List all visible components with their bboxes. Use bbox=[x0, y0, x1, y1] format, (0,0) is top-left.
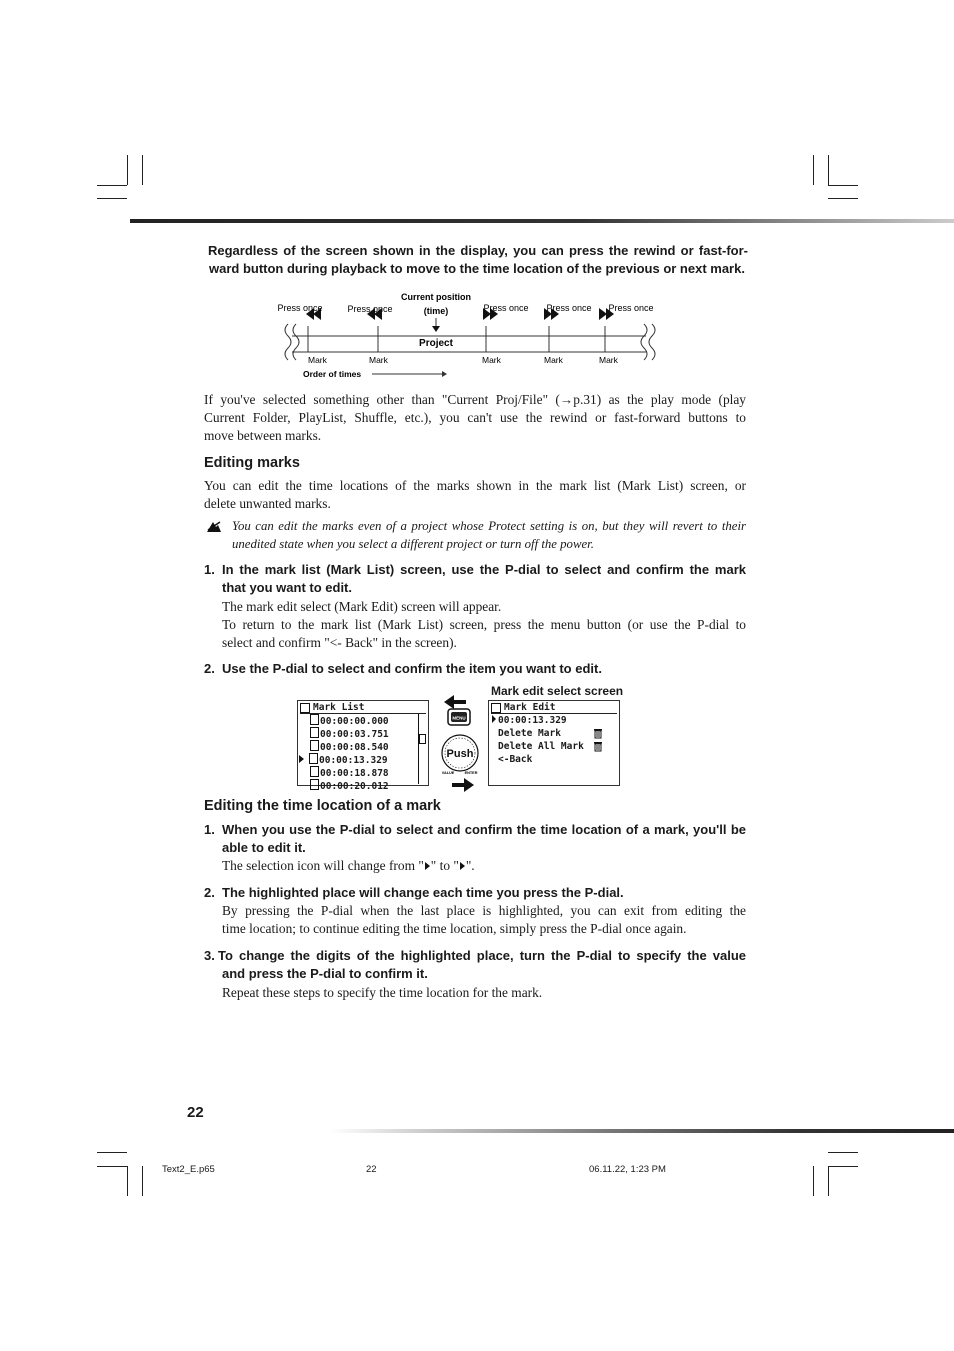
trash-icon bbox=[593, 741, 603, 752]
mark-edit-row: Delete All Mark bbox=[498, 741, 584, 752]
editing-marks-heading: Editing marks bbox=[204, 455, 300, 471]
mark-navigation-diagram bbox=[270, 288, 670, 384]
crop-mark bbox=[828, 185, 858, 186]
time-step-1-description: The selection icon will change from " " to " ". bbox=[222, 858, 475, 873]
mark-list-row: 00:00:00.000 bbox=[310, 714, 389, 727]
current-position-label: Current position bbox=[401, 292, 471, 302]
mark-list-row: 00:00:08.540 bbox=[310, 740, 389, 753]
mark-list-row-selected: 00:00:13.329 bbox=[299, 753, 388, 766]
crop-mark bbox=[142, 155, 143, 185]
mark-icon bbox=[310, 727, 319, 738]
step-2-instruction: Use the P-dial to select and confirm the item you want to edit. bbox=[222, 661, 602, 676]
mark-edit-row: <-Back bbox=[498, 754, 533, 765]
mark-icon bbox=[310, 766, 319, 777]
crop-mark bbox=[127, 1166, 128, 1196]
mark-edit-title-bar: Mark Edit bbox=[491, 702, 617, 714]
intro-paragraph: Regardless of the screen shown in the display, you can press the rewind or fast-for- ward button during playback to move to the time location of the previous or next mark. bbox=[208, 243, 748, 276]
crop-mark bbox=[97, 1166, 127, 1167]
controls-illustration bbox=[438, 692, 482, 792]
editing-time-heading: Editing the time location of a mark bbox=[204, 798, 441, 814]
crop-mark bbox=[813, 155, 814, 185]
footer-file-name: Text2_E.p65 bbox=[162, 1164, 215, 1175]
crop-mark bbox=[828, 198, 858, 199]
mark-label: Mark bbox=[544, 355, 563, 365]
step-number: 1. bbox=[204, 562, 215, 577]
play-mode-paragraph: If you've selected something other than "Current Proj/File" (→p.31) as the play mode (play Current Folder, PlayList, Shuffle, etc.), you can't use the rewind or fast-forward buttons to move between marks. bbox=[204, 392, 746, 443]
mark-label: Mark bbox=[599, 355, 618, 365]
press-once-label: Press once bbox=[608, 303, 654, 313]
mark-icon bbox=[310, 779, 319, 790]
mark-icon bbox=[309, 753, 318, 764]
time-label: (time) bbox=[423, 306, 449, 316]
crop-mark bbox=[813, 1166, 814, 1196]
crop-mark bbox=[828, 1166, 829, 1196]
project-label: Project bbox=[419, 338, 453, 349]
step-1-description: The mark edit select (Mark Edit) screen will appear. To return to the mark list (Mark List) screen, press the menu button (or use the P-dial to select and confirm "<- Back" in the screen). bbox=[222, 599, 746, 650]
mark-list-row: 00:00:03.751 bbox=[310, 727, 389, 740]
svg-text:MENU: MENU bbox=[452, 715, 466, 721]
step-number: 1. bbox=[204, 822, 215, 837]
mark-icon bbox=[310, 714, 319, 725]
crop-mark bbox=[127, 155, 128, 185]
trash-icon bbox=[593, 728, 603, 739]
crop-mark bbox=[828, 155, 829, 185]
step-number: 3. bbox=[204, 948, 215, 963]
protect-note: You can edit the marks even of a project whose Protect setting is on, but they will revert to their unedited state when you select a different project or turn off the power. bbox=[232, 519, 746, 551]
page-number: 22 bbox=[187, 1104, 204, 1121]
caution-icon bbox=[205, 519, 223, 533]
crop-mark bbox=[97, 185, 127, 186]
p-dial-icon bbox=[442, 735, 478, 775]
menu-button bbox=[448, 709, 470, 725]
mark-list-row: 00:00:18.878 bbox=[310, 766, 389, 779]
svg-text:VALUE: VALUE bbox=[441, 771, 455, 775]
mark-label: Mark bbox=[482, 355, 501, 365]
press-once-label: Press once bbox=[347, 304, 393, 314]
screen-caption: Mark edit select screen bbox=[491, 684, 624, 698]
step-1-instruction: In the mark list (Mark List) screen, use the P-dial to select and confirm the mark that you want to edit. bbox=[222, 562, 746, 595]
crop-mark bbox=[828, 1166, 858, 1167]
crop-mark bbox=[97, 198, 127, 199]
filled-selection-icon bbox=[425, 862, 430, 870]
crop-mark bbox=[828, 1152, 858, 1153]
order-of-times-label: Order of times bbox=[303, 369, 362, 379]
time-step-2-description: By pressing the P-dial when the last place is highlighted, you can exit from editing the time location; to continue editing the time location, simply press the P-dial once again. bbox=[222, 903, 746, 936]
time-step-3-description: Repeat these steps to specify the time location for the mark. bbox=[222, 985, 543, 1000]
time-step-1-instruction: When you use the P-dial to select and confirm the time location of a mark, you'll be able to edit it. bbox=[222, 822, 746, 855]
step-number: 2. bbox=[204, 661, 215, 676]
step-number: 2. bbox=[204, 885, 215, 900]
press-once-label: Press once bbox=[277, 303, 323, 313]
mark-label: Mark bbox=[308, 355, 327, 365]
scrollbar bbox=[418, 714, 427, 784]
scrollbar-thumb bbox=[419, 734, 426, 744]
mark-label: Mark bbox=[369, 355, 388, 365]
folder-icon bbox=[491, 703, 501, 713]
outline-selection-icon bbox=[460, 862, 465, 870]
crop-mark bbox=[97, 1152, 127, 1153]
header-rule bbox=[130, 219, 954, 223]
editing-marks-paragraph: You can edit the time locations of the marks shown in the mark list (Mark List) screen, or delete unwanted marks. bbox=[204, 478, 746, 511]
mark-icon bbox=[310, 740, 319, 751]
footer-rule bbox=[330, 1129, 954, 1133]
selection-icon bbox=[492, 715, 496, 723]
mark-list-screen bbox=[297, 700, 429, 792]
crop-mark bbox=[142, 1166, 143, 1196]
svg-text:ENTER: ENTER bbox=[464, 771, 478, 775]
left-arrow-icon bbox=[444, 695, 466, 709]
mark-edit-row-selected: 00:00:13.329 bbox=[492, 714, 567, 727]
svg-text:Push: Push bbox=[446, 748, 474, 760]
footer-date: 06.11.22, 1:23 PM bbox=[589, 1164, 666, 1175]
mark-edit-screen bbox=[488, 700, 620, 786]
press-once-label: Press once bbox=[483, 303, 529, 313]
mark-list-title-bar: Mark List bbox=[300, 702, 426, 714]
time-step-2-instruction: The highlighted place will change each time you press the P-dial. bbox=[222, 885, 624, 900]
press-once-label: Press once bbox=[546, 303, 592, 313]
mark-list-row: 00:00:20.012 bbox=[310, 779, 389, 792]
selection-icon bbox=[299, 755, 304, 763]
footer-page: 22 bbox=[366, 1164, 377, 1175]
mark-edit-row: Delete Mark bbox=[498, 728, 561, 739]
time-step-3-instruction: To change the digits of the highlighted place, turn the P-dial to specify the value and press the P-dial to confirm it. bbox=[218, 948, 746, 981]
right-arrow-icon bbox=[452, 778, 474, 792]
folder-icon bbox=[300, 703, 310, 713]
